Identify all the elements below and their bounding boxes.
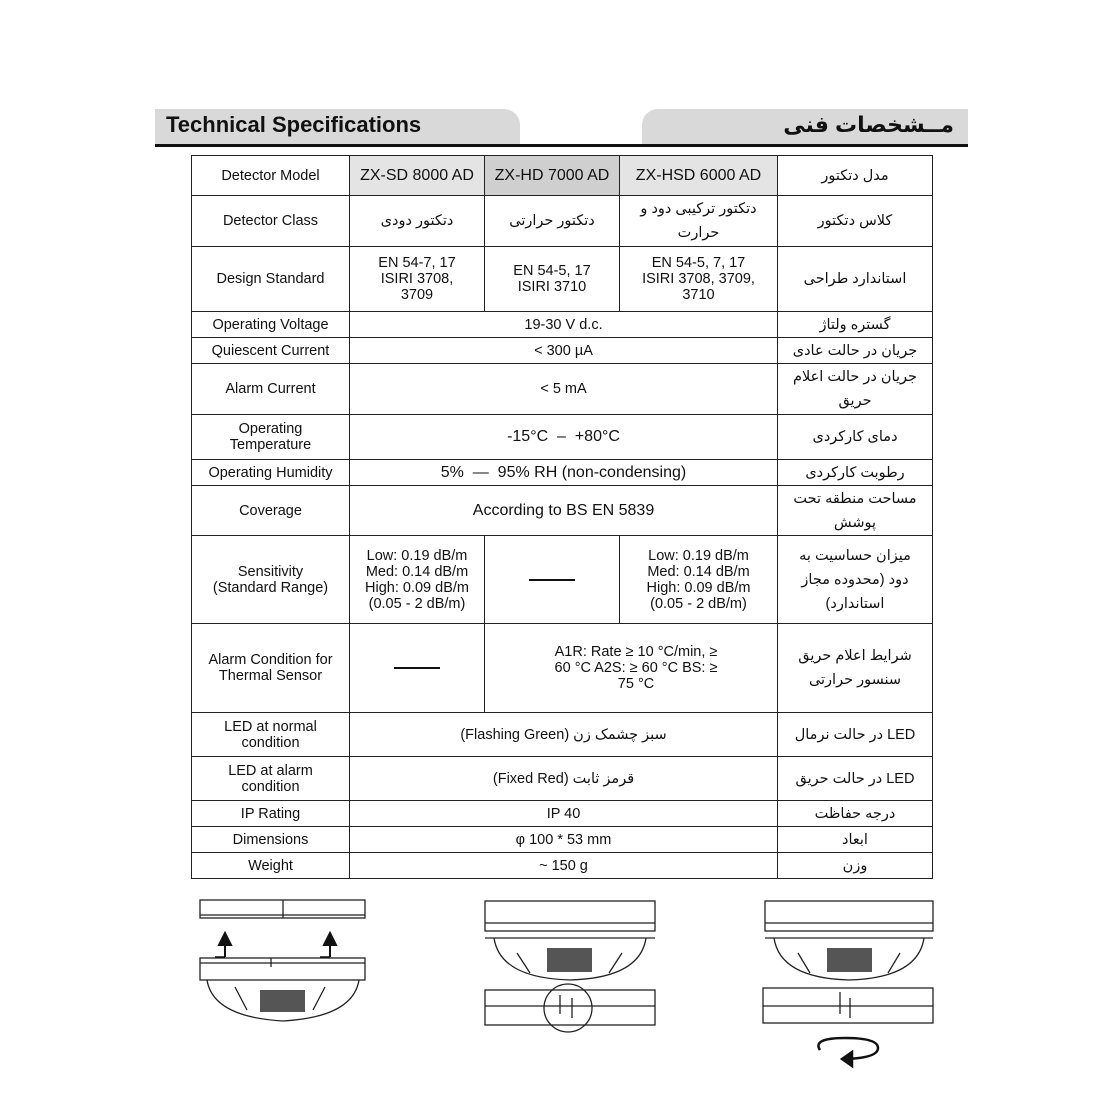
label-en: Alarm Condition for Thermal Sensor bbox=[192, 624, 350, 713]
value: 5% — 95% RH (non-condensing) bbox=[350, 460, 778, 486]
value: قرمز ثابت (Fixed Red) bbox=[350, 757, 778, 801]
label-fa: کلاس دتکتور bbox=[778, 196, 933, 247]
drawing-rotate bbox=[760, 898, 940, 1073]
label-fa: جریان در حالت عادی bbox=[778, 338, 933, 364]
value-sd: Low: 0.19 dB/m Med: 0.14 dB/m High: 0.09 dB/m (0.05 - 2 dB/m) bbox=[350, 536, 485, 624]
value-hsd: Low: 0.19 dB/m Med: 0.14 dB/m High: 0.09 dB/m (0.05 - 2 dB/m) bbox=[620, 536, 778, 624]
label-fa: میزان حساسیت به دود (محدوده مجاز استاندارد) bbox=[778, 536, 933, 624]
model-hsd: ZX-HSD 6000 AD bbox=[620, 156, 778, 196]
label-fa: درجه حفاظت bbox=[778, 801, 933, 827]
value-hd: EN 54-5, 17 ISIRI 3710 bbox=[485, 247, 620, 312]
value: ~ 150 g bbox=[350, 853, 778, 879]
value-sd: EN 54-7, 17 ISIRI 3708, 3709 bbox=[350, 247, 485, 312]
label-en: LED at alarm condition bbox=[192, 757, 350, 801]
value: -15°C – +80°C bbox=[350, 415, 778, 460]
label-en: Coverage bbox=[192, 486, 350, 536]
drawing-detach bbox=[195, 895, 375, 1030]
label-en: Operating Temperature bbox=[192, 415, 350, 460]
label-fa: شرایط اعلام حریق سنسور حرارتی bbox=[778, 624, 933, 713]
value-hd-none bbox=[485, 536, 620, 624]
label-en: Operating Humidity bbox=[192, 460, 350, 486]
drawing-align bbox=[482, 898, 662, 1033]
label-en: Weight bbox=[192, 853, 350, 879]
value-hd: دتکتور حرارتی bbox=[485, 196, 620, 247]
row-model bbox=[192, 156, 933, 196]
dash-icon bbox=[394, 667, 440, 669]
label-fa: مساحت منطقه تحت پوشش bbox=[778, 486, 933, 536]
up-arrow-icon bbox=[320, 933, 336, 957]
label-fa: LED در حالت حریق bbox=[778, 757, 933, 801]
row-temperature bbox=[192, 415, 933, 460]
label-en: Detector Model bbox=[192, 156, 350, 196]
row-quiescent bbox=[192, 338, 933, 364]
value: < 300 µA bbox=[350, 338, 778, 364]
value: A1R: Rate ≥ 10 °C/min, ≥ 60 °C A2S: ≥ 60 °C BS: ≥ 75 °C bbox=[485, 624, 778, 713]
row-coverage bbox=[192, 486, 933, 536]
model-sd: ZX-SD 8000 AD bbox=[350, 156, 485, 196]
value: 19-30 V d.c. bbox=[350, 312, 778, 338]
label-en: Alarm Current bbox=[192, 364, 350, 415]
row-weight bbox=[192, 853, 933, 879]
value-sd-none bbox=[350, 624, 485, 713]
label-en: Design Standard bbox=[192, 247, 350, 312]
rotate-arrow-icon bbox=[818, 1038, 878, 1066]
label-en: Detector Class bbox=[192, 196, 350, 247]
label-fa: رطوبت کارکردی bbox=[778, 460, 933, 486]
label-en: IP Rating bbox=[192, 801, 350, 827]
label-fa: استاندارد طراحی bbox=[778, 247, 933, 312]
value-sd: دتکتور دودی bbox=[350, 196, 485, 247]
value: سبز چشمک زن (Flashing Green) bbox=[350, 713, 778, 757]
label-fa: LED در حالت نرمال bbox=[778, 713, 933, 757]
value-hsd: EN 54-5, 7, 17 ISIRI 3708, 3709, 3710 bbox=[620, 247, 778, 312]
value-hsd: دتکتور ترکیبی دود و حرارت bbox=[620, 196, 778, 247]
dash-icon bbox=[529, 579, 575, 581]
spec-table bbox=[191, 155, 933, 879]
label-fa: دمای کارکردی bbox=[778, 415, 933, 460]
row-standard bbox=[192, 247, 933, 312]
row-voltage bbox=[192, 312, 933, 338]
label-fa: ابعاد bbox=[778, 827, 933, 853]
label-fa: جریان در حالت اعلام حریق bbox=[778, 364, 933, 415]
page-title-persian: مــشخصات فنی bbox=[783, 112, 954, 137]
row-thermal bbox=[192, 624, 933, 713]
value: φ 100 * 53 mm bbox=[350, 827, 778, 853]
row-humidity bbox=[192, 460, 933, 486]
row-dimensions bbox=[192, 827, 933, 853]
page-title-english: Technical Specifications bbox=[166, 112, 422, 137]
row-led-alarm bbox=[192, 757, 933, 801]
label-fa: گستره ولتاژ bbox=[778, 312, 933, 338]
value: According to BS EN 5839 bbox=[350, 486, 778, 536]
up-arrow-icon bbox=[215, 933, 231, 957]
label-en: Quiescent Current bbox=[192, 338, 350, 364]
model-hd: ZX-HD 7000 AD bbox=[485, 156, 620, 196]
label-fa: وزن bbox=[778, 853, 933, 879]
row-ip bbox=[192, 801, 933, 827]
row-sensitivity bbox=[192, 536, 933, 624]
label-en: Sensitivity (Standard Range) bbox=[192, 536, 350, 624]
row-class bbox=[192, 196, 933, 247]
row-led-normal bbox=[192, 713, 933, 757]
label-fa: مدل دتکتور bbox=[778, 156, 933, 196]
value: IP 40 bbox=[350, 801, 778, 827]
header-rule bbox=[155, 144, 968, 147]
label-en: Dimensions bbox=[192, 827, 350, 853]
row-alarm-current bbox=[192, 364, 933, 415]
value: < 5 mA bbox=[350, 364, 778, 415]
label-en: Operating Voltage bbox=[192, 312, 350, 338]
label-en: LED at normal condition bbox=[192, 713, 350, 757]
